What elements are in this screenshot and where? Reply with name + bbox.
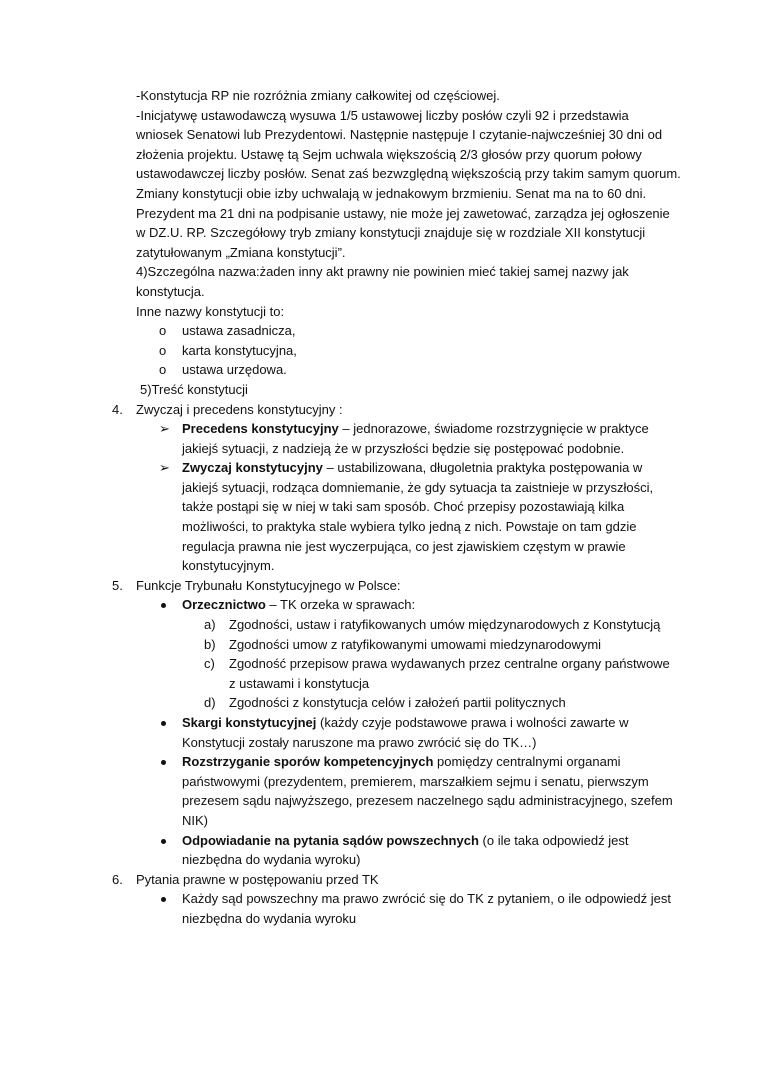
term-bold: Orzecznictwo: [182, 597, 266, 613]
text-line: regulacja prawna nie jest wyczerpująca, co jest zjawiskiem częstym w prawie: [182, 538, 626, 554]
text-line: ustawodawczej liczby posłów. Senat zaś bezwzględną większością przy takim samym quorum.: [136, 166, 681, 182]
circle-bullet-icon: o: [159, 342, 167, 358]
text-line: państwowymi (prezydentem, premierem, marszałkiem sejmu i senatu, pierwszym: [182, 773, 649, 789]
list-item-text: ustawa urzędowa.: [182, 362, 287, 378]
section-title: Funkcje Trybunału Konstytucyjnego w Polsce:: [136, 577, 401, 593]
sub-list-item: [0, 615, 760, 635]
section-number: 5.: [112, 577, 123, 593]
section-title: Pytania prawne w postępowaniu przed TK: [136, 871, 379, 887]
sub-list-item: [0, 693, 760, 713]
list-item-text: ustawa zasadnicza,: [182, 323, 296, 339]
list-item: [0, 360, 760, 380]
sub-list-letter: d): [204, 695, 216, 711]
sub-list-text: Zgodności, ustaw i ratyfikowanych umów międzynarodowych z Konstytucją: [229, 617, 661, 633]
text-line: także postąpi się w niej w taki sam sposób. Choć przepisy pozostawiają kilka: [182, 499, 625, 515]
term-definition: pomiędzy centralnymi organami: [433, 754, 621, 770]
sub-list-text: Zgodności z konstytucja celów i założeń partii politycznych: [229, 695, 566, 711]
list-item: [0, 341, 760, 361]
bullet-dot-icon: [161, 721, 166, 726]
text-line: prezesem sądu najwyższego, prezesem naczelnego sądu administracyjnego, szefem: [182, 793, 673, 809]
list-item: [0, 713, 760, 733]
text-line: 4)Szczególna nazwa:żaden inny akt prawny nie powinien mieć takiej samej nazwy jak: [136, 264, 629, 280]
text-line: Prezydent ma 21 dni na podpisanie ustawy, nie może jej zawetować, zarządza jej ogłoszenie: [136, 205, 670, 221]
sub-list-item: [0, 635, 760, 655]
section-heading: [0, 400, 760, 420]
bullet-dot-icon: [161, 839, 166, 844]
term-bold: Odpowiadanie na pytania sądów powszechnych: [182, 832, 479, 848]
text-line: konstytucja.: [136, 283, 205, 299]
sub-list-text: Zgodności umow z ratyfikowanymi umowami miedzynarodowymi: [229, 636, 602, 652]
circle-bullet-icon: o: [159, 323, 167, 339]
term-bold: Skargi konstytucyjnej: [182, 715, 317, 730]
list-item: [0, 889, 760, 909]
text-line: niezbędna do wydania wyroku): [182, 852, 361, 868]
sub-list-letter: c): [204, 656, 215, 672]
arrow-bullet-icon: ➢: [159, 421, 170, 437]
text-line: wniosek Senatowi lub Prezydentowi. Następnie następuje I czytanie-najwcześniej 30 dni od: [136, 127, 663, 143]
text-line: -Inicjatywę ustawodawczą wysuwa 1/5 ustawowej liczby posłów czyli 92 i przedstawia: [136, 107, 629, 123]
document-body: [0, 86, 760, 929]
section-title: Zwyczaj i precedens konstytucyjny :: [136, 401, 343, 417]
text-line: Zmiany konstytucji obie izby uchwalają w jednakowym brzmieniu. Senat ma na to 60 dni.: [136, 185, 647, 201]
sub-list-item: [0, 654, 760, 674]
list-item-text: Każdy sąd powszechny ma prawo zwrócić się do TK z pytaniem, o ile odpowiedź jest: [182, 891, 671, 907]
text-line: złożenia projektu. Ustawę tą Sejm uchwala większością 2/3 głosów przy quorum połowy: [136, 146, 642, 162]
list-item-text: karta konstytucyjna,: [182, 342, 297, 358]
text-line: Inne nazwy konstytucji to:: [136, 303, 285, 319]
text-line: możliwości, to praktyka stale wybiera tylko jedną z nich. Powstaje on tam gdzie: [182, 519, 637, 535]
term-definition: – ustabilizowana, długoletnia praktyka postępowania w: [322, 460, 643, 476]
sub-list-text: Zgodność przepisow prawa wydawanych przez centralne organy państwowe: [229, 656, 670, 672]
section-number: 6.: [112, 871, 123, 887]
term-bold: Rozstrzyganie sporów kompetencyjnych: [182, 754, 434, 770]
section-heading: [0, 576, 760, 596]
term-definition: – jednorazowe, świadome rozstrzygnięcie w praktyce: [338, 421, 649, 437]
list-item: [0, 458, 760, 478]
sub-list-letter: a): [204, 617, 216, 633]
section-number: 4.: [112, 401, 123, 417]
arrow-bullet-icon: ➢: [159, 460, 170, 476]
text-line: niezbędna do wydania wyroku: [182, 910, 357, 926]
list-item: [0, 419, 760, 439]
list-item: [0, 321, 760, 341]
text-line: jakiejś sytuacji, z nadzieją że w przyszłości będzie się postępować podobnie.: [182, 440, 625, 456]
text-line: Konstytucji zostały naruszone ma prawo zwrócić się do TK…): [182, 734, 537, 750]
term-definition: (każdy czyje podstawowe prawa i wolności zawarte w: [316, 715, 629, 730]
term-definition: – TK orzeka w sprawach:: [265, 597, 416, 613]
text-line: z ustawami i konstytucja: [229, 675, 370, 691]
sub-list-letter: b): [204, 636, 216, 652]
list-item: [0, 752, 760, 772]
list-item: [0, 831, 760, 851]
list-item: [0, 595, 760, 615]
text-line: konstytucyjnym.: [182, 558, 275, 574]
text-line: NIK): [182, 812, 208, 828]
term-bold: Zwyczaj konstytucyjny: [182, 460, 323, 476]
section-heading: [0, 870, 760, 890]
text-line: 5)Treść konstytucji: [140, 381, 248, 397]
term-definition: (o ile taka odpowiedź jest: [478, 832, 629, 848]
text-line: -Konstytucja RP nie rozróżnia zmiany całkowitej od częściowej.: [136, 88, 500, 103]
term-bold: Precedens konstytucyjny: [182, 421, 339, 437]
text-line: zatytułowanym „Zmiana konstytucji”.: [136, 244, 346, 260]
text-line: w DZ.U. RP. Szczegółowy tryb zmiany konstytucji znajduje się w rozdziale XII konstytucji: [136, 225, 646, 241]
text-line: jakiejś sytuacji, rodząca domniemanie, że gdy sytuacja ta zaistnieje w przyszłości,: [182, 479, 654, 495]
circle-bullet-icon: o: [159, 362, 167, 378]
